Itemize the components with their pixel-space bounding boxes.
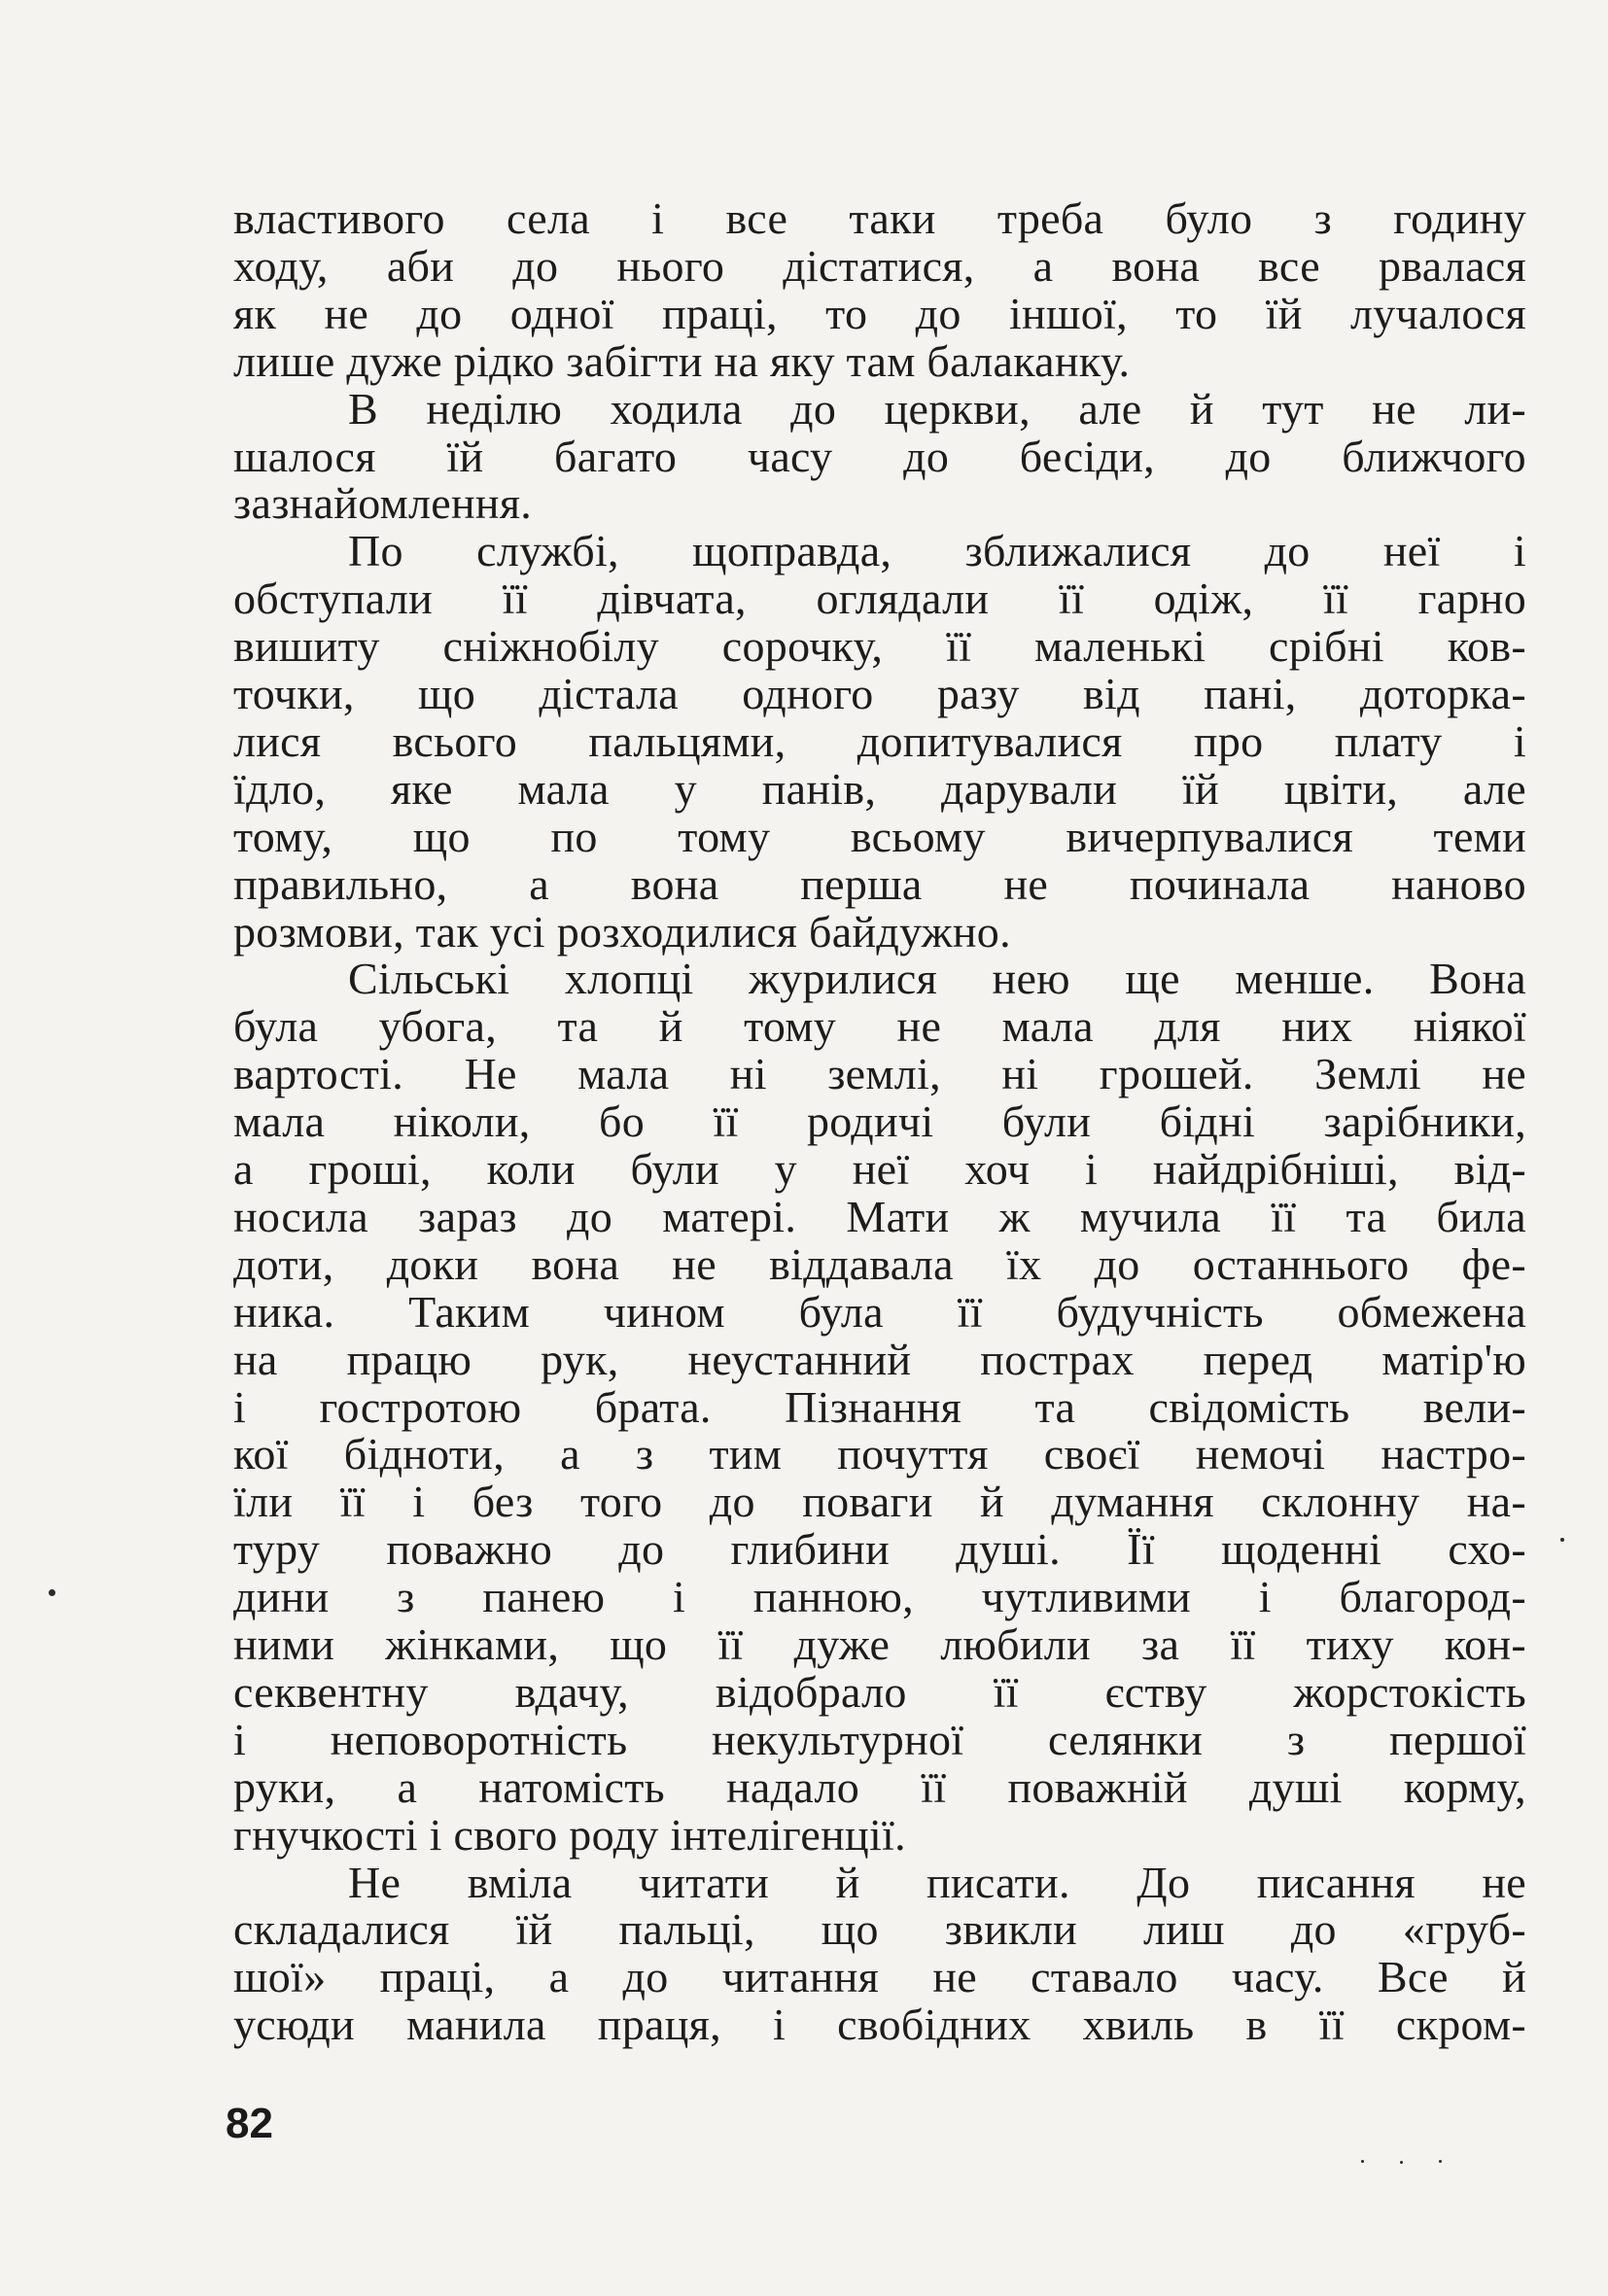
text-line: їдло, яке мала у панів, дарували їй цвіти, але: [233, 763, 1526, 814]
ink-speck: [1361, 2160, 1364, 2163]
ink-speck: [1560, 1538, 1564, 1542]
text-line: лише дуже рідко забігти на яку там балаканку.: [233, 335, 1131, 386]
text-line: мала ніколи, бо її родичі були бідні зарібники,: [233, 1096, 1526, 1147]
text-line: на працю рук, неустанний пострах перед матір'ю: [233, 1334, 1526, 1384]
text-line: як не до одної праці, то до іншої, то їй лучалося: [233, 288, 1526, 338]
text-line: лися всього пальцями, допитувалися про плату і: [233, 715, 1526, 766]
text-line: В неділю ходила до церкви, але й тут не ли-: [348, 383, 1526, 434]
text-line: дини з панею і панною, чутливими і благород-: [233, 1572, 1526, 1622]
text-line: складалися їй пальці, що звикли лиш до «груб-: [233, 1904, 1526, 1955]
ink-speck: [1439, 2160, 1442, 2163]
page-number: 82: [226, 2100, 273, 2147]
text-line: ними жінками, що її дуже любили за її тиху кон-: [233, 1619, 1526, 1669]
text-line: була убога, та й тому не мала для них ніякої: [233, 1001, 1526, 1052]
text-line: кої бідноти, а з тим почуття своєї немочі настро-: [233, 1429, 1526, 1479]
text-line: руки, а натомість надало її поважній душі корму,: [233, 1761, 1526, 1812]
text-line: усюди манила праця, і свобідних хвиль в її скром-: [233, 2000, 1526, 2050]
ink-speck: [49, 1589, 55, 1596]
text-line: туру поважно до глибини душі. Її щоденні схо-: [233, 1524, 1526, 1575]
text-line: правильно, а вона перша не починала наново: [233, 858, 1526, 909]
text-line: розмови, так усі розходилися байдужно.: [233, 906, 1011, 957]
text-line: Сільські хлопці журилися нею ще менше. Вона: [348, 954, 1526, 1004]
text-line: По службі, щоправда, зближалися до неї і: [348, 526, 1526, 576]
text-line: Не вміла читати й писати. До писання не: [348, 1857, 1526, 1907]
text-line: доти, доки вона не віддавала їх до останнього фе-: [233, 1238, 1526, 1289]
ink-speck: [1400, 2161, 1403, 2164]
text-line: тому, що по тому всьому вичерпувалися теми: [233, 811, 1526, 861]
text-line: гнучкості і свого роду інтелігенції.: [233, 1809, 906, 1860]
text-line: шої» праці, а до читання не ставало часу. Все й: [233, 1952, 1526, 2002]
text-line: носила зараз до матері. Мати ж мучила її та била: [233, 1191, 1526, 1241]
text-line: а гроші, коли були у неї хоч і найдрібніші, від-: [233, 1144, 1526, 1194]
text-line: і неповоротність некультурної селянки з першої: [233, 1714, 1526, 1764]
text-line: обступали її дівчата, оглядали її одіж, її гарно: [233, 574, 1526, 624]
text-line: властивого села і все таки треба було з годину: [233, 193, 1526, 243]
text-line: вишиту сніжнобілу сорочку, її маленькі срібні ков-: [233, 621, 1526, 672]
text-line: точки, що дістала одного разу від пані, доторка-: [233, 669, 1526, 718]
text-line: ника. Таким чином була її будучність обмежена: [233, 1286, 1526, 1337]
text-line: їли її і без того до поваги й думання склонну на-: [233, 1477, 1526, 1527]
text-line: зазнайомлення.: [233, 478, 533, 529]
text-line: секвентну вдачу, відобрало її єству жорстокість: [233, 1666, 1526, 1717]
text-line: вартості. Не мала ні землі, ні грошей. Землі не: [233, 1049, 1526, 1099]
text-line: шалося їй багато часу до бесіди, до ближчого: [233, 431, 1526, 481]
text-line: і гостротою брата. Пізнання та свідомість вели-: [233, 1381, 1526, 1432]
text-line: ходу, аби до нього дістатися, а вона все рвалася: [233, 240, 1526, 291]
